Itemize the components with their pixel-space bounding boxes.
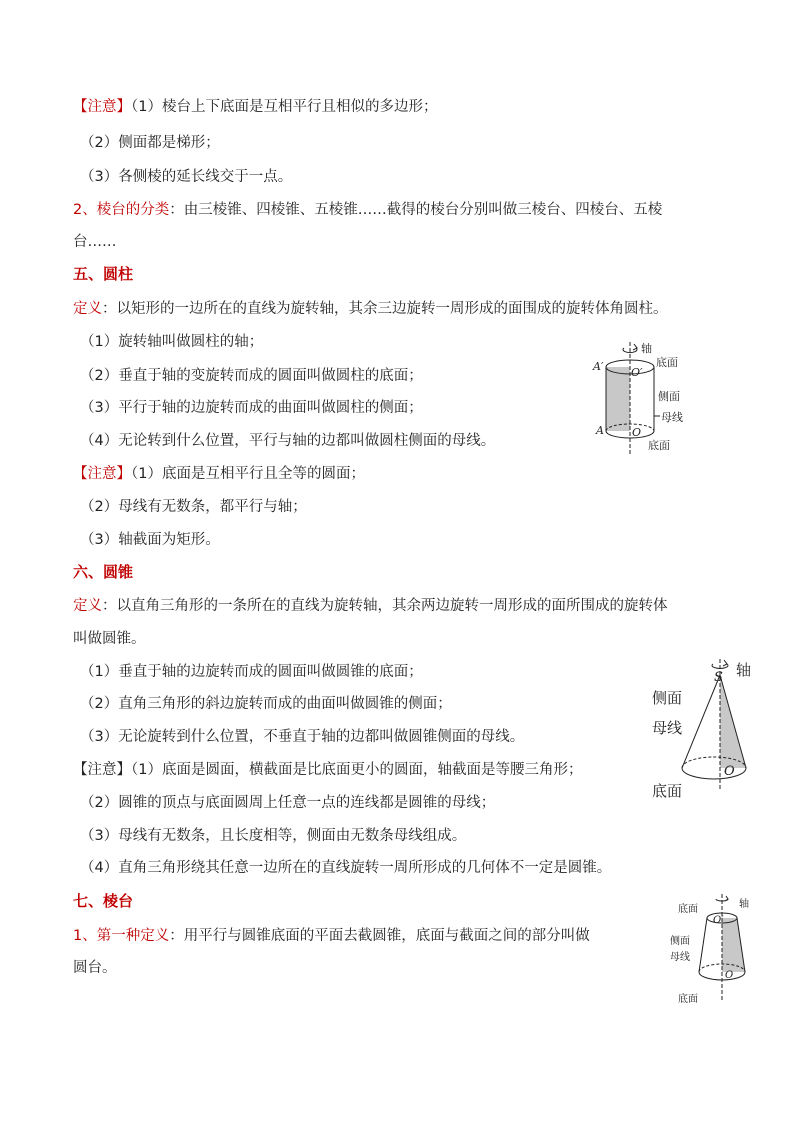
line-text: 圆台。 bbox=[73, 960, 117, 976]
text-line bbox=[80, 826, 466, 846]
line-text: （1）棱台上下底面是互相平行且相似的多边形； bbox=[131, 99, 438, 115]
frustum-point-o-top: O′ bbox=[713, 915, 724, 926]
cylinder-point-a-top: A′ bbox=[593, 360, 604, 373]
frustum-point-o: O bbox=[725, 970, 734, 981]
cone-apex-label: S bbox=[714, 670, 723, 685]
line-text: （4）无论转到什么位置，平行与轴的边都叫做圆柱侧面的母线。 bbox=[80, 433, 496, 449]
heading-text: 六、圆锥 bbox=[73, 563, 134, 581]
cone-figure bbox=[648, 655, 788, 803]
cylinder-point-o: O bbox=[632, 426, 642, 439]
cylinder-point-o-top: O′ bbox=[631, 366, 643, 379]
line-text: （1）底面是圆面，横截面是比底面更小的圆面，轴截面是等腰三角形； bbox=[131, 762, 583, 778]
line-text: （2）直角三角形的斜边旋转而成的曲面叫做圆锥的侧面； bbox=[80, 696, 452, 712]
text-line bbox=[80, 366, 423, 386]
text-line bbox=[80, 662, 423, 682]
line-text: （3）各侧棱的延长线交于一点。 bbox=[80, 169, 293, 185]
line-text: 叫做圆锥。 bbox=[73, 631, 146, 647]
text-line bbox=[80, 694, 452, 714]
line-text: （2）母线有无数条，都平行与轴； bbox=[80, 499, 307, 515]
heading-text: 七、棱台 bbox=[73, 892, 134, 910]
text-line bbox=[80, 167, 292, 187]
text-line bbox=[73, 958, 117, 978]
text-line bbox=[73, 232, 117, 252]
cone-axis-label: 轴 bbox=[736, 661, 752, 679]
line-text: （4）直角三角形绕其任意一边所在的直线旋转一周所形成的几何体不一定是圆锥。 bbox=[80, 860, 612, 876]
highlight-label: 定义 bbox=[73, 598, 102, 614]
line-text: ：以矩形的一边所在的直线为旋转轴，其余三边旋转一周形成的面围成的旋转体角圆柱。 bbox=[102, 301, 668, 317]
cylinder-point-a: A bbox=[596, 424, 604, 437]
line-text: （3）无论旋转到什么位置，不垂直于轴的边都叫做圆锥侧面的母线。 bbox=[80, 729, 525, 745]
line-text: （1）旋转轴叫做圆柱的轴； bbox=[80, 334, 264, 350]
text-line bbox=[80, 431, 495, 451]
text-line bbox=[73, 629, 146, 649]
line-text: （3）轴截面为矩形。 bbox=[80, 532, 220, 548]
line-text: （2）垂直于轴的变旋转而成的圆面叫做圆柱的底面； bbox=[80, 368, 423, 384]
note-label: 【注意】 bbox=[73, 762, 131, 778]
text-line bbox=[80, 133, 220, 153]
text-line bbox=[73, 200, 662, 220]
highlight-label: 【注意】 bbox=[73, 466, 131, 482]
text-line bbox=[80, 398, 423, 418]
cone-side-label: 侧面 bbox=[652, 689, 683, 707]
highlight-label: 1、第一种定义 bbox=[73, 928, 170, 944]
line-text: （2）圆锥的顶点与底面圆周上任意一点的连线都是圆锥的母线； bbox=[80, 795, 496, 811]
section-heading bbox=[73, 891, 133, 912]
text-line bbox=[80, 332, 263, 352]
heading-text: 五、圆柱 bbox=[73, 265, 134, 283]
frustum-figure bbox=[662, 890, 784, 1008]
line-text: （1）底面是互相平行且全等的圆面； bbox=[131, 466, 365, 482]
cylinder-side-label: 侧面 bbox=[658, 390, 680, 403]
text-line bbox=[73, 760, 582, 780]
cone-point-o: O bbox=[724, 764, 735, 779]
text-line bbox=[80, 793, 495, 813]
line-text: ：以直角三角形的一条所在的直线为旋转轴，其余两边旋转一周形成的面所围成的旋转体 bbox=[102, 598, 668, 614]
text-line bbox=[73, 464, 365, 484]
text-line bbox=[80, 497, 307, 517]
cylinder-top-base-label: 底面 bbox=[656, 356, 678, 369]
line-text: （3）平行于轴的边旋转而成的曲面叫做圆柱的侧面； bbox=[80, 400, 423, 416]
text-line bbox=[80, 727, 524, 747]
text-line bbox=[73, 926, 590, 946]
cylinder-generatrix-label: 母线 bbox=[661, 411, 683, 424]
frustum-top-base-label: 底面 bbox=[678, 904, 698, 915]
highlight-label: 【注意】 bbox=[73, 99, 131, 115]
highlight-label: 2、棱台的分类 bbox=[73, 202, 170, 218]
line-text: （3）母线有无数条，且长度相等，侧面由无数条母线组成。 bbox=[80, 828, 467, 844]
cone-generatrix-label: 母线 bbox=[652, 719, 683, 737]
text-line bbox=[80, 858, 611, 878]
line-text: ：由三棱锥、四棱锥、五棱锥……截得的棱台分别叫做三棱台、四棱台、五棱 bbox=[169, 202, 663, 218]
frustum-side-label: 侧面 bbox=[670, 936, 690, 947]
text-line bbox=[73, 596, 668, 616]
frustum-bottom-base-label: 底面 bbox=[678, 994, 698, 1005]
text-line bbox=[73, 299, 668, 319]
text-line bbox=[80, 530, 220, 550]
cone-base-label: 底面 bbox=[652, 782, 683, 800]
line-text: （2）侧面都是梯形； bbox=[80, 135, 220, 151]
frustum-generatrix-label: 母线 bbox=[670, 952, 690, 963]
highlight-label: 定义 bbox=[73, 301, 102, 317]
text-line bbox=[73, 97, 437, 117]
cylinder-bottom-base-label: 底面 bbox=[648, 439, 670, 452]
section-heading bbox=[73, 264, 133, 285]
line-text: ：用平行与圆锥底面的平面去截圆锥，底面与截面之间的部分叫做 bbox=[169, 928, 590, 944]
section-heading bbox=[73, 562, 133, 583]
frustum-axis-label: 轴 bbox=[739, 899, 749, 910]
cylinder-axis-label: 轴 bbox=[641, 342, 652, 355]
cylinder-figure bbox=[590, 340, 700, 458]
line-text: 台…… bbox=[73, 234, 117, 250]
line-text: （1）垂直于轴的边旋转而成的圆面叫做圆锥的底面； bbox=[80, 664, 423, 680]
